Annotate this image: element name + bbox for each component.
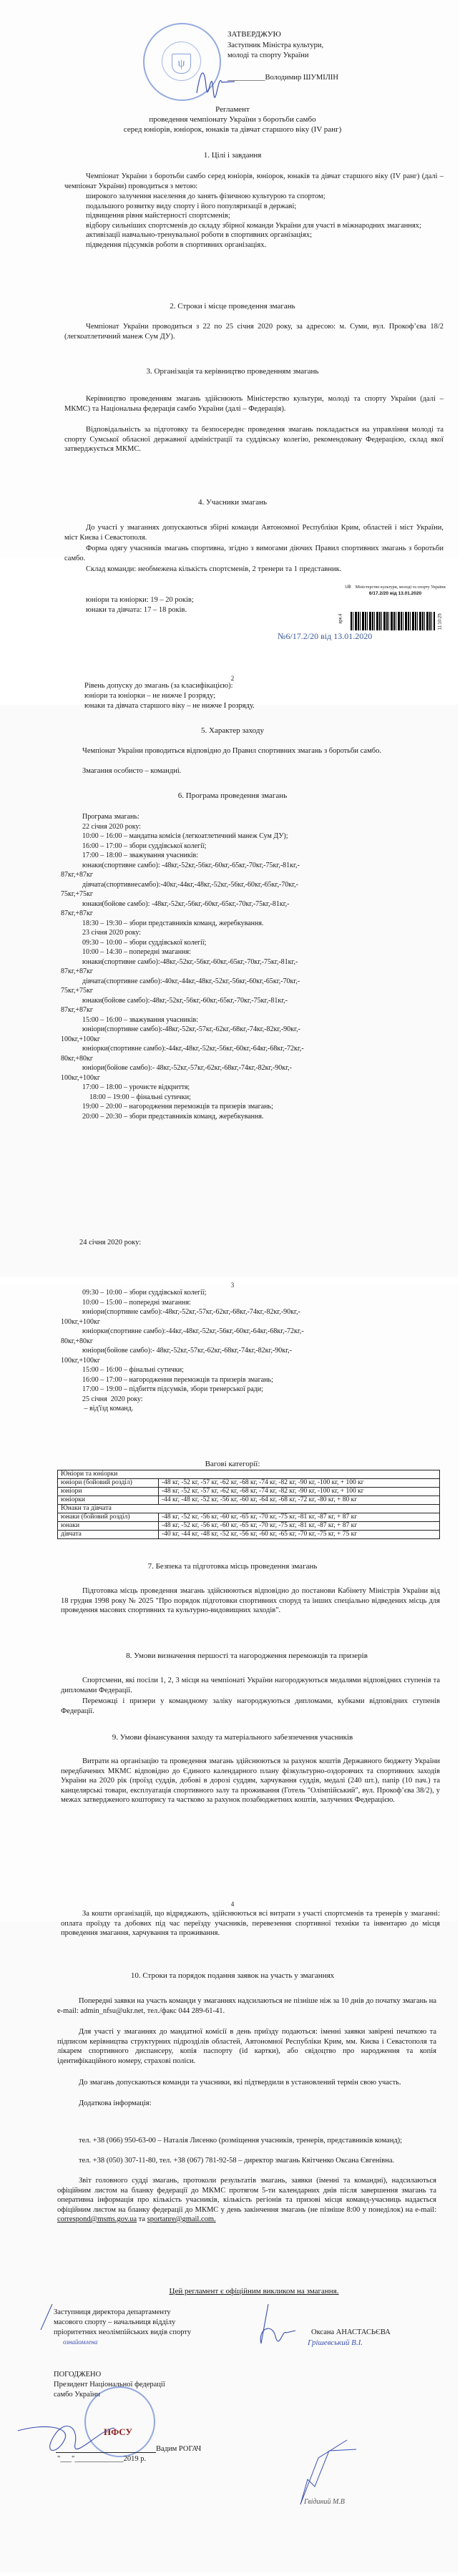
program-line: 15:00 – 16:00 – фінальні сутички; [82,1366,184,1374]
official-call: Цей регламент є офіційним викликом на змагання. [169,2287,339,2296]
program-line: 17:00 – 18:00 – урочисте відкриття; [82,1083,190,1091]
program-line: юніори(бойове самбо):- 48кг,-52кг,-57кг,-62кг,-68кг,-74кг,-82кг,-90кг,- [82,1347,292,1355]
program-line: дівчата(спортивне самбо):-40кг,-44кг,-48кг,-52кг,-56кг,-60кг,-65кг,-70кг,- [82,977,300,985]
program-line-continuation: 100кг,+100кг [61,1035,100,1043]
email-link-correspond[interactable]: correspond@msms.gov.ua [57,2215,137,2223]
section-5-heading: 5. Характер заходу [201,726,264,735]
program-line: 18:30 – 19:30 – збори представників команд, жеребкування. [82,919,264,927]
section-7-text: Підготовка місць проведення змагань здійснюються відповідно до постанови Кабінету Міністрів України від 18 грудня 1998 року № 2025 "Про порядок підготовки спортивних споруд та інших спеціально відведених місць для проведення масових спортивних та культурно-видовищних заходів". [61,1587,440,1614]
program-line: юнаки(спортивне самбо): -48кг,-52кг,-56кг,-60кг,-65кг,-70кг,-75кг,-81кг,- [82,861,300,869]
page-number: 3 [230,1282,235,1289]
page-4 [0,1921,458,2572]
section-7-heading: 7. Безпека та підготовка місць проведення змагань [147,1562,318,1571]
table-row [58,1522,440,1531]
program-day-24: 24 січня 2020 року: [79,1239,142,1246]
section-10-p6: тел. +38 (050) 307-11-80, тел. +38 (067) 781-92-58 – директор змагань Квітченко Оксана Євгенівна. [79,2157,395,2165]
section-1-intro: Чемпіонат України з боротьби самбо серед юніорів, юніорок, юнаків та дівчат старшого віку (IV ранг) (далі – чемпіонат України) проводиться з метою: [64,172,444,190]
section-5-p2: Змагання особисто – командні. [82,767,182,775]
program-line: юнаки(спортивне самбо):-48кг,-52кг,-56кг,-60кг,-65кг,-70кг,-75кг,-81кг,- [82,957,298,966]
section-8-p2: Переможці і призери у командному заліку нагороджуються дипломами, кубками відповідних ступенів Федерації. [61,1697,440,1715]
page-number: 2 [230,675,235,682]
program-line: 22 січня 2020 року: [82,822,142,831]
president-name-line [56,2452,156,2453]
program-schedule-page-2 [61,812,447,1121]
category-cell: юніорки [58,1496,159,1505]
section-8-p1: Спортсмени, які посіли 1, 2, 3 місця на чемпіонаті України нагороджуються медалями відповідних ступенів та дипломами Федерації. [61,1677,440,1694]
program-line-continuation: 80кг,+80кг [61,1054,93,1063]
age-item: юнаки та дівчата: 17 – 18 років. [86,606,187,614]
goal-item: підведення підсумків роботи в спортивних організаціях. [86,240,267,249]
goal-item: відбору сильніших спортсменів до складу збірної команди України для участі в міжнародних змаганнях; [86,221,421,230]
table-group-row [58,1470,440,1479]
registration-org: Міністерство культури, молоді та спорту України [355,585,446,590]
goal-item: широкого залучення населення до занять фізичною культурою та спортом; [86,192,326,200]
approval-position-2: молоді та спорту України [227,52,309,59]
program-line: юніори(бойове самбо):- 48кг,-52кг,-57кг,-62кг,-68кг,-74кг,-82кг,-90кг,- [82,1064,292,1072]
weights-cell: -48 кг, -52 кг, -57 кг, -62 кг, -68 кг, -74 кг, -82 кг, -90 кг, -100 кг, + 100 кг [159,1479,440,1488]
deputy-position-2: масового спорту – начальниця відділу [54,2318,176,2326]
approval-title: ЗАТВЕРДЖУЮ [227,30,281,39]
section-10-p2: Для участі у змаганнях до мандатної комісії в день приїзду подаються: іменні заявки завірені печаткою та підписом керівництва структурних підрозділів областей, Автономної Республіки Крим, мм. Києва і Севастополя та лікарем спортивного диспансеру, копія паспорту (id картки), або свідоцтво про народження та копія ідентифікаційного номеру, страхові поліси. [57,2028,436,2065]
program-line-continuation: 87кг,+87кг [61,967,93,975]
weights-cell: -48 кг, -52 кг, -56 кг, -60 кг, -65 кг, -70 кг, -75 кг, -81 кг, -87 кг, + 87 кг [159,1522,440,1531]
program-line-continuation: 80кг,+80кг [61,1337,93,1345]
category-cell: юніори (бойовий розділ) [58,1479,159,1488]
goal-item: активізації навчально-тренувальної роботи в спортивних організаціях; [86,231,312,239]
admission-title: Рівень допуску до змагань (за класифікацією): [84,682,233,690]
report-text: Звіт головного судді змагань, протоколи результатів змагань, заявки (іменні та командні), надсилаються офіційним листом на бланку федерації до МКМС протягом 5-ти календарних днів після завершення змагань та оперативна інформація про кількість учасників, кількість регіонів та призові місця команд-учасниць надається офіційним листом на бланку федерації до МКМС у день закінчення змагань (не пізніше 8:00 у понеділок) на e-mail: [57,2177,436,2214]
program-line: 19:00 – 20:00 – нагородження переможців та призерів змагань; [82,1103,273,1111]
program-line: 16:00 – 17:00 – нагородження переможців та призерів змагань; [82,1375,273,1384]
program-line: 17:00 – 19:00 – підбиття підсумків, збори тренерської ради; [82,1385,263,1393]
program-line: юніорки(спортивне самбо):-44кг,-48кг,-52кг,-56кг,-60кг,-64кг,-68кг,-72кг,- [82,1327,304,1335]
section-3-p2: Відповідальність за підготовку та безпосереднє проведення змагань покладається на управління молоді та спорту Сумської обласної державної адміністрації та суддівську колегію, рекомендовану Федерацією, склад якої затверджується МКМС. [64,426,444,453]
document-title: Регламент [215,105,250,114]
group-label: Юнаки та дівчата [58,1505,440,1513]
program-line: – від'їзд команд. [82,1405,134,1413]
program-line: 16:00 – 17:00 – збори суддівської колегії; [82,841,207,850]
program-line: Програма змагань: [82,813,140,821]
table-row [58,1531,440,1539]
section-9-heading: 9. Умови фінансування заходу та матеріального забезпечення учасників [112,1733,353,1742]
table-row [58,1488,440,1496]
program-line: дівчата(спортивнесамбо):-40кг,-44кг,-48кг,-52кг,-56кг,-60кг,-65кг,-70кг,- [82,880,298,889]
section-10-p7 [57,2176,436,2225]
table-row [58,1479,440,1488]
slash-mark [39,2303,54,2331]
program-line: 25 січня 2020 року: [82,1395,143,1403]
program-line: 10:00 – 14:30 – попередні змагання: [82,948,191,956]
barcode [351,612,435,630]
age-item: юніори та юніорки: 19 – 20 років; [86,596,194,604]
approval-position-1: Заступник Міністра культури, [227,42,324,49]
program-line: юніори(спортивне самбо):-48кг,-52кг,-57кг,-62кг,-68кг,-74кг,-82кг,-90кг,- [82,1308,300,1316]
program-line-continuation: 87кг,+87кг [61,909,93,917]
program-line: 10:00 – 15:00 – попередні змагання: [82,1298,191,1307]
document-subtitle-2: серед юніорів, юніорок, юнаків та дівчат старшого віку (IV ранг) [123,125,342,134]
registration-time: 11:10:25 [438,613,443,630]
section-1-goals [64,192,444,250]
program-line: 23 січня 2020 року: [82,929,142,937]
program-schedule-page-3 [61,1288,447,1414]
weights-cell: -48 кг, -52 кг, -56 кг, -60 кг, -65 кг, -70 кг, -75 кг, -81 кг, -87 кг, + 87 кг [159,1513,440,1522]
program-line: 20:00 – 20:30 – збори представників команд, жеребкування. [82,1112,264,1121]
program-line: 09:30 – 10:00 – збори суддівської колегії; [82,938,207,947]
agreed-title: ПОГОДЖЕНО [54,2371,102,2379]
group-label: Юніори та юніорки [58,1470,440,1479]
program-line-continuation: 100кг,+100кг [61,1317,100,1326]
admission-item: юніори та юніорки – не нижче I розряду; [84,692,216,700]
section-2-heading: 2. Строки і місце проведення змагань [170,302,295,311]
section-4-heading: 4. Учасники змагань [197,498,268,507]
registration-stamp [333,585,458,597]
program-line: 17:00 – 18:00 – зважування учасників: [82,852,199,859]
section-8-heading: 8. Умови визначення першості та нагородження переможців та призерів [126,1652,368,1660]
section-3-heading: 3. Організація та керівництво проведенням змагань [146,367,319,376]
federation-stamp-label: НФСУ [104,2426,133,2437]
section-4-p3: Склад команди: необмежена кількість спортсменів, 2 тренери та 1 представник. [86,565,342,573]
program-line: юніори(спортивне самбо):-48кг,-52кг,-57кг,-62кг,-68кг,-74кг,-82кг,-90кг,- [82,1025,300,1033]
goal-item: подальшого розвитку виду спорту і його популяризації в державі; [86,202,297,210]
document-subtitle-1: проведення чемпіонату України з боротьби самбо [149,115,316,124]
section-2-text: Чемпіонат України проводиться з 22 по 25 січня 2020 року, за адресою: м. Суми, вул. Прокоф’єва 18/2 (легкоатлетичний манеж Сум ДУ). [64,323,444,341]
section-10-p5: тел. +38 (066) 950-63-00 – Наталія Лисенко (розміщення учасників, тренерів, представників команд); [79,2137,403,2145]
handwritten-note-acquainted: ознайомлена [63,2338,98,2346]
president-position-2: самбо України [54,2391,100,2399]
signature-anastasieva [247,2301,297,2347]
handwritten-note-name: Грішевський В.І. [308,2338,363,2347]
program-line: 15:00 – 16:00 – зважування учасників: [82,1015,199,1024]
section-9-p1: Витрати на організацію та проведення змагань здійснюються за рахунок коштів Державного бюджету України передбачених МКМС відповідно до Єдиного календарного плану фізкультурно-оздоровчих та спортивних заходів України на 2020 рік (проїзд суддів, добові в дорозі суддям, харчування суддів, медалі (240 шт.), папір (10 пач.) та канцелярські товари, експлуатація спортивного залу та проживання (Готель "Олімпійський", вул. Прокоф’єва 38/2), у межах затвердженого кошторису та частково за рахунок позабюджетних коштів, залучених Федерацією. [61,1757,440,1804]
email-link-sportanre[interactable]: sportanre@gmail.com. [147,2215,216,2223]
table-row [58,1513,440,1522]
program-line-continuation: 87кг,+87кг [61,871,93,879]
deputy-position-1: Заступниця директора департаменту [54,2308,171,2316]
program-line-continuation: 75кг,+75кг [61,987,93,995]
program-line-continuation: 100кг,+100кг [61,1073,100,1082]
program-line: юніорки(спортивне самбо):-44кг,-48кг,-52кг,-56кг,-60кг,-64кг,-68кг,-72кг,- [82,1045,304,1053]
section-10-heading: 10. Строки та порядок подання заявок на участь у змаганнях [130,1971,335,1980]
handwritten-registration-number: №6/17.2/20 від 13.01.2020 [278,631,373,641]
trident-emblem-icon: ψ [172,54,191,74]
section-1-heading: 1. Цілі і завдання [203,151,262,160]
section-6-heading: 6. Програма проведення змагань [177,791,288,800]
president-position-1: Президент Національної федерації [54,2381,165,2389]
section-10-p4: Додаткова інформація: [79,2099,152,2107]
deputy-position-3: пріоритетних неолімпійських видів спорту [54,2328,192,2336]
approval-signature-line: __________Володимир ШУМІЛІН [227,74,338,82]
date-line: "___"_____________2019 р. [57,2455,147,2463]
section-10-p1: Попередні заявки на участь команди у змаганнях надсилаються не пізніше ніж за 10 днів до початку змагань на e-mail: admin_nfsu@ukr.net, тел./факс 044 289-61-41. [57,1997,436,2015]
program-line: юнаки(бойове самбо): -48кг,-52кг,-56кг,-60кг,-65кг,-70кг,-75кг,-81кг,- [82,899,290,908]
program-line-continuation: 87кг,+87кг [61,1006,93,1014]
section-5-p1: Чемпіонат України проводиться відповідно до Правил спортивних змагань з боротьби самбо. [82,747,381,755]
registration-number: 6/17.2/20 від 13.01.2020 [368,591,422,596]
category-cell: юніори [58,1488,159,1496]
category-cell: юнаки (бойовий розділ) [58,1513,159,1522]
table-group-row [58,1505,440,1513]
category-cell: дівчата [58,1531,159,1539]
page-number: 4 [230,1901,235,1908]
goal-item: підвищення рівня майстерності спортсменів; [86,212,230,220]
program-line: 10:00 – 16:00 – мандатна комісія (легкоатлетичний манеж Сум ДУ); [82,832,288,840]
sheet-label: арк.4 [338,613,343,624]
program-line: 18:00 – 19:00 – фінальні сутички; [82,1093,191,1101]
weights-cell: -40 кг, -44 кг, -48 кг, -52 кг, -56 кг, -60 кг, -65 кг, -70 кг, -75 кг, + 75 кг [159,1531,440,1539]
deputy-name: Оксана АНАСТАСЬЄВА [311,2328,391,2336]
president-name: Вадим РОГАЧ [156,2445,202,2453]
section-9-p2: За кошти організацій, що відряджають, здійснюються всі витрати з участі спортсменів та тренерів у змаганні: оплата проїзду та добових під час переїзду учасників, перевезення спортивної техніки та інвентарю до місця проведення змагання, харчування та проживання. [61,1910,440,1937]
handwritten-note-surname: Гвідиний М.В [304,2498,345,2506]
weights-cell: -48 кг, -52 кг, -57 кг, -62 кг, -68 кг, -74 кг, -82 кг, -90 кг, -100 кг, + 100 кг [159,1488,440,1496]
section-3-p1: Керівництво проведенням змагань здійснюють Міністерство культури, молоді та спорту України (далі – МКМС) та Національна федерація самбо України (далі – Федерація). [64,395,444,413]
program-line-continuation: 100кг,+100кг [61,1356,100,1365]
program-line: 09:30 – 10:00 – збори суддівської колегії; [82,1289,207,1297]
conjunction: та [137,2215,147,2223]
weight-categories-table [57,1470,440,1539]
program-line: юнаки(бойове самбо):-48кг,-52кг,-56кг,-60кг,-65кг,-70кг,-75кг,-81кг,- [82,996,288,1005]
admission-item: юнаки та дівчата старшого віку – не нижче I розряду. [84,702,255,710]
registration-code: UB [345,585,351,590]
section-4-p2: Форма одягу учасників змагань спортивна, згідно з вимогами діючих Правил спортивних змагань з боротьби самбо. [64,545,444,562]
weights-cell: -44 кг, -48 кг, -52 кг, -56 кг, -60 кг, -64 кг, -68 кг, -72 кг, -80 кг, + 80 кг [159,1496,440,1505]
weight-table-title: Вагові категорії: [205,1460,260,1468]
program-line-continuation: 75кг,+75кг [61,890,93,898]
category-cell: юнаки [58,1522,159,1531]
section-10-p3: До змагань допускаються команди та учасники, які підтвердили в установлений термін свою участь. [79,2079,401,2087]
table-row [58,1496,440,1505]
section-4-p1: До участі у змаганнях допускаються збірні команди Автономної Республіки Крим, областей і міст України, міст Києва і Севастополя. [64,524,444,542]
